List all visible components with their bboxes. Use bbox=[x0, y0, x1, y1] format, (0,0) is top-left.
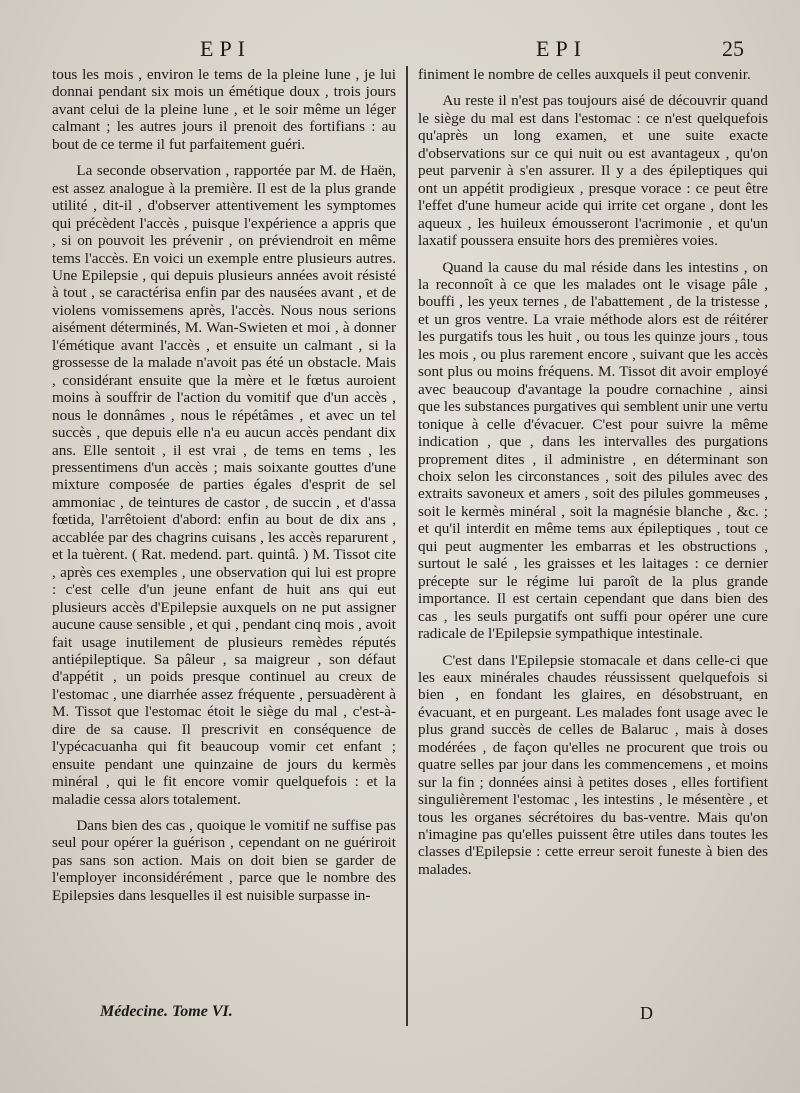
column-divider bbox=[406, 66, 408, 1026]
right-column bbox=[418, 66, 768, 887]
left-column bbox=[52, 66, 396, 913]
paragraph: Quand la cause du mal réside dans les intestins , on la reconnoît à ce que les malades ont le visage pâle , bouffi , les yeux ternes , de l'abattement , de la tristesse , et un gros ventre. La vraie méthode alors est de réitérer les purgatifs tous les huit , ou tous les quinze jours , tous les mois , ou plus rarement encore , suivant que les accès sont plus ou moins fréquens. M. Tissot dit avoir employé avec beaucoup d'avantage la poudre cornachine , ainsi que les substances purgatives qui semblent unir une vertu tonique à celle d'évacuer. C'est pour suivre la même indication , que , dans les intervalles des purgations proprement dites , il administre , en déterminant son choix selon les circonstances , soit des pilules avec des extraits savoneux et amers , soit des pilules gommeuses , soit le kermès minéral , soit la magnésie blanche , &c. ; et qu'il interdit en même tems aux épileptiques , tout ce qui peut augmenter les embarras et les obstructions , surtout le salé , les graisses et les laitages : ce dernier précepte sur le régime lui paroît de la plus grande importance. Il est certain cependant que dans bien des cas , les seuls purgatifs ont suffi pour opérer une cure radicale de l'Epilepsie sympathique intestinale. bbox=[418, 258, 768, 643]
paragraph: C'est dans l'Epilepsie stomacale et dans celle-ci que les eaux minérales chaudes réussissent quelquefois si bien , en fondant les glaires, en désobstruant, en évacuant, et en purgeant. Les malades font usage avec le plus grand succès de celles de Balaruc , mais à doses modérées , de façon qu'elles ne procurent que trois ou quatre selles par jour dans les commencemens , et moins sur la fin ; données ainsi à petites doses , elles fortifient singulièrement l'estomac , les intestins , le mésentère , et tous les organes sécrétoires du bas-ventre. Mais qu'on n'imagine pas qu'elles puissent être utiles dans toutes les classes d'Epilepsie : cette erreur seroit funeste à bien des malades. bbox=[418, 651, 768, 878]
paragraph: Au reste il n'est pas toujours aisé de découvrir quand le siège du mal est dans l'estomac : ce n'est quelquefois qu'après un long examen, et une suite exacte d'observations sur ce qui nuit ou est avantageux , qu'on peut parvenir à s'en assurer. Il y a des épileptiques qui ont un appétit prodigieux , presque vorace : ce peut être l'effet d'une humeur acide qui irrite cet organe , dont les aqueux , les huileux émousseront l'acrimonie , et qu'un laxatif poussera ensuite hors des premières voies. bbox=[418, 92, 768, 250]
paragraph: tous les mois , environ le tems de la pleine lune , je lui donnai pendant six mois un émétique doux , trois jours avant celui de la pleine lune , et le soir même un léger calmant ; les autres jours il prenoit des fortifians : au bout de ce terme il fut parfaitement guéri. bbox=[52, 66, 396, 153]
running-head-left: EPI bbox=[200, 36, 251, 61]
paragraph: Dans bien des cas , quoique le vomitif ne suffise pas seul pour opérer la guérison , cependant on ne guériroit pas sans son action. Mais on doit bien se garder de l'employer inconsidérément , parce que le nombre des Epilepsies dans lesquelles il est nuisible surpasse in- bbox=[52, 817, 396, 904]
running-head-right: EPI bbox=[536, 36, 587, 61]
paragraph: La seconde observation , rapportée par M. de Haën, est assez analogue à la première. Il est de la plus grande utilité , dit-il , d'observer attentivement les symptomes qui précèdent l'accès , puisque l'expérience a appris que , si on pouvoit les prévenir , on préviendroit en même tems l'accès. En voici un exemple entre plusieurs autres. Une Epilepsie , qui depuis plusieurs années avoit résisté à tout , se caractérisa enfin par des nausées avant , et de violens vomissemens après, l'accès. Nous nous serions aisément déterminés, M. Wan-Swieten et moi , à donner l'émétique avant l'accès , et ensuite un calmant , si la grossesse de la malade n'avoit pas été un obstacle. Mais , considérant ensuite que la mère et le fœtus auroient moins à souffrir de l'action du vomitif que d'un accès , nous le donnâmes , nous le répétâmes , et avec un tel succès , que depuis elle n'a eu aucun accès pendant dix ans. Elle sentoit , il est vrai , de tems en tems , les pressentimens d'un accès ; mais soixante gouttes d'une mixture composée de parties égales d'esprit de sel ammoniac , de teintures de castor , de succin , et d'assa fœtida, l'arrêtoient d'abord: enfin au bout de dix ans , accablée par des chagrins cuisans , les accès reparurent , et la tuèrent. ( Rat. medend. part. quintâ. ) M. Tissot cite , après ces exemples , une observation qui lui est propre : c'est celle d'un jeune enfant de huit ans qui eut plusieurs accès d'Epilepsie auxquels on ne put assigner aucune cause sensible , et qui , pendant cinq mois , avoit fait usage inutilement de plusieurs remèdes réputés antiépileptique. Sa pâleur , sa maigreur , son défaut d'appétit , un poids presque continuel au creux de l'estomac , une diarrhée assez fréquente , persuadèrent à M. Tissot que l'estomac étoit le siège du mal , c'est-à-dire de sa cause. Il prescrivit en conséquence de l'ypécacuanha qui fit beaucoup vomir cet enfant ; ensuite pendant une quinzaine de jours du kermès minéral , qui le fit encore vomir quelquefois : et la maladie cessa alors totalement. bbox=[52, 162, 396, 808]
signature-mark: D bbox=[640, 1003, 653, 1023]
paragraph: finiment le nombre de celles auxquels il peut convenir. bbox=[418, 66, 751, 83]
page-number: 25 bbox=[722, 36, 744, 61]
signature-line: Médecine. Tome VI. bbox=[100, 1003, 233, 1020]
